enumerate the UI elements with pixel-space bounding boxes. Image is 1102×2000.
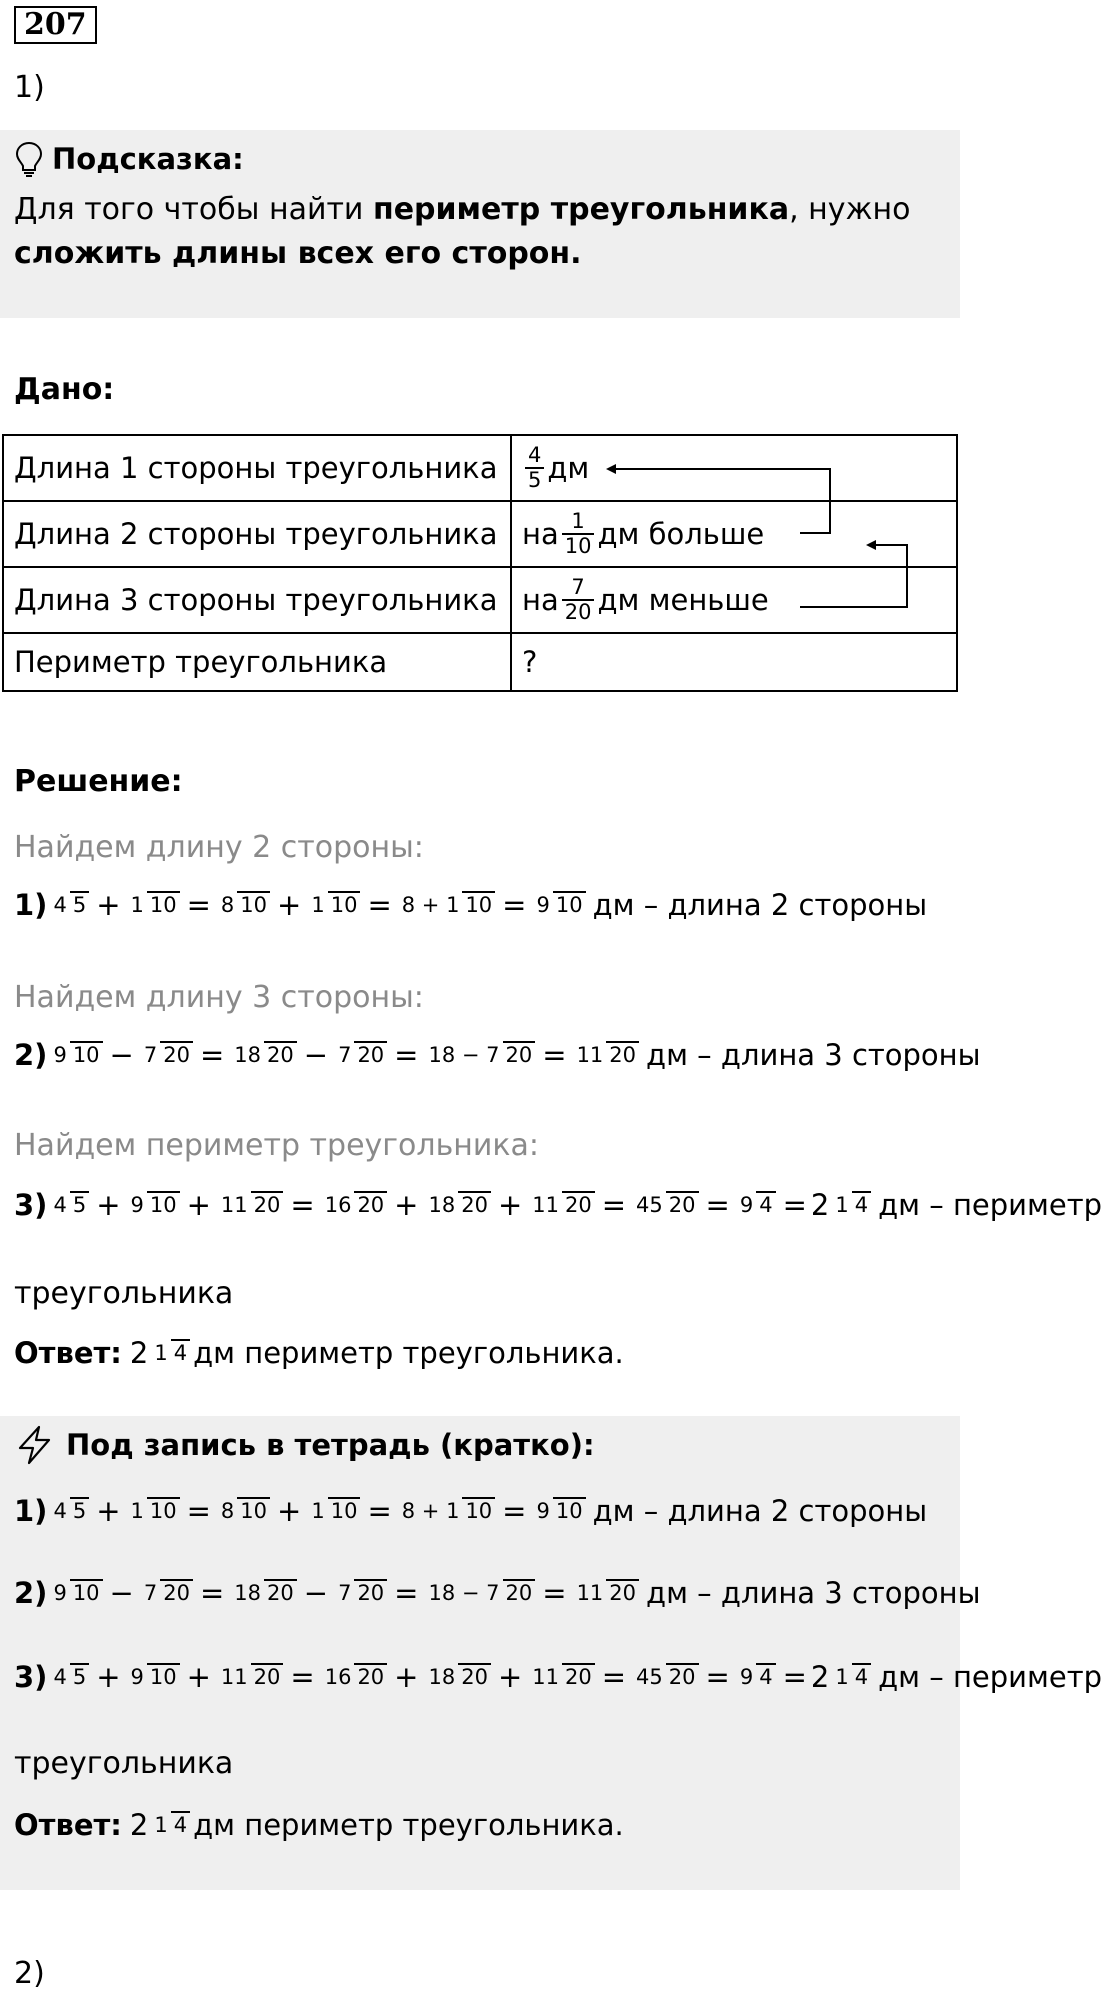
answer-label: Ответ: [14,1808,122,1842]
math-operator: = [199,1576,225,1610]
denominator: 10 [147,1497,180,1523]
step-number: 2) [14,1038,48,1072]
math-operator: = [367,1494,392,1528]
numerator: 4 [53,1192,67,1217]
math-operator: + [96,1188,121,1222]
step-result-text: дм – периметр [878,1660,1102,1694]
numerator: 4 [528,443,542,467]
numerator: 9 [739,1192,754,1217]
numerator: 4 [53,1498,67,1523]
numerator: 4 [53,892,67,917]
hint-title: Подсказка: [52,142,244,176]
fraction [322,1194,387,1217]
fraction [633,1194,698,1217]
numerator: 18 [234,1580,262,1605]
given-value: ? [511,633,957,691]
fraction [335,1582,387,1605]
fraction [574,1044,639,1067]
numerator: 1 [571,509,585,533]
math-operator: + [96,888,121,922]
hint-text-3: , нужно [789,192,911,227]
math-operator: + [394,1188,419,1222]
fraction [574,1582,639,1605]
math-operator: = [601,1660,627,1694]
fraction [50,1582,102,1605]
denominator: 10 [462,891,495,917]
notebook-title: Под запись в тетрадь (кратко): [66,1428,595,1462]
fraction [218,1500,270,1523]
numerator: 9 [536,892,550,917]
numerator: 1 [835,1192,849,1217]
fraction [151,1814,190,1837]
denominator: 20 [503,1041,536,1067]
answer-text: дм периметр треугольника. [193,1808,624,1842]
fraction [128,894,180,917]
denominator: 10 [147,1191,180,1217]
denominator: 4 [171,1339,190,1365]
denominator: 20 [251,1663,284,1689]
math-operator: − [303,1576,329,1610]
numerator: 4 [53,1664,67,1689]
fraction [231,1582,296,1605]
math-operator: = [542,1038,567,1072]
notebook-header [14,1424,595,1466]
numerator: 1 [130,892,144,917]
answer-line: Ответ: 2 1 4 дм периметр треугольника. [14,1336,624,1370]
numerator: 11 [532,1664,559,1689]
notebook-step-1 [14,1494,927,1528]
step-result-text: дм – периметр [878,1188,1102,1222]
denominator: 10 [562,533,595,558]
given-row-label: Длина 1 стороны треугольника [3,435,511,501]
denominator: 10 [328,891,361,917]
fraction [50,1194,89,1217]
solution-step-3: 3) 4 5 + 9 10 + 11 20 = 16 20 + 18 20 + 11 20 = 45 20 = 9 4 = 2 1 4 дм – периметр [14,1188,1102,1222]
denominator: 5 [70,891,89,917]
numerator: 7 [338,1042,352,1067]
solution-step-2 [14,1038,981,1072]
fraction [151,1342,190,1365]
denominator: 5 [525,467,544,492]
denominator: 20 [458,1663,491,1689]
numerator: 9 [536,1498,550,1523]
numerator: 45 [636,1664,663,1689]
step-result-text: дм – длина 2 стороны [592,888,928,922]
denominator: 20 [251,1191,284,1217]
numerator: 9 [130,1664,144,1689]
denominator: 20 [503,1579,536,1605]
solution-title: Решение: [14,764,183,799]
numerator: 11 [532,1192,559,1217]
fraction [633,1666,698,1689]
denominator: 20 [264,1041,297,1067]
numerator: 8 [220,1498,235,1523]
step-intro: Найдем периметр треугольника: [14,1128,539,1163]
given-post: дм меньше [597,583,769,617]
denominator: 20 [666,1191,699,1217]
fraction [399,894,495,917]
numerator: 18 [428,1664,456,1689]
fraction [529,1194,594,1217]
numerator: 8 [220,892,235,917]
numerator: 9 [53,1042,67,1067]
hint-text-1: Для того чтобы найти [14,192,373,227]
fraction [128,1666,180,1689]
step-intro: Найдем длину 2 стороны: [14,830,424,865]
denominator: 20 [666,1663,699,1689]
math-operator: = [186,888,211,922]
denominator: 10 [553,891,586,917]
fraction [231,1044,296,1067]
fraction [832,1194,871,1217]
math-operator: + [186,1188,211,1222]
numerator: 8 + 1 [401,892,460,917]
denominator: 20 [264,1579,297,1605]
numerator: 1 [154,1340,168,1365]
denominator: 4 [756,1191,775,1217]
math-operator: = [705,1188,730,1222]
denominator: 20 [160,1579,193,1605]
math-operator: + [96,1660,121,1694]
numerator: 7 [338,1580,352,1605]
denominator: 20 [354,1663,387,1689]
step-number: 3) [14,1660,48,1694]
denominator: 10 [462,1497,495,1523]
denominator: 20 [562,1191,595,1217]
lightning-icon [14,1424,56,1466]
math-operator: − [303,1038,329,1072]
denominator: 10 [147,891,180,917]
notebook-step-2 [14,1576,981,1610]
math-operator: + [497,1188,523,1222]
numerator: 45 [636,1192,663,1217]
denominator: 10 [237,891,270,917]
denominator: 4 [852,1663,871,1689]
numerator: 7 [143,1580,158,1605]
fraction [50,1044,102,1067]
math-operator: − [109,1576,134,1610]
fraction [425,1582,535,1605]
fraction [141,1044,193,1067]
fraction [737,1194,776,1217]
denominator: 10 [553,1497,586,1523]
math-operator: = [186,1494,211,1528]
math-operator: + [497,1660,523,1694]
fraction [533,1500,585,1523]
numerator: 1 [311,892,325,917]
part-label-1: 1) [14,70,45,105]
denominator: 4 [171,1811,190,1837]
denominator: 4 [756,1663,775,1689]
denominator: 10 [70,1041,103,1067]
denominator: 20 [458,1191,491,1217]
numerator: 1 [835,1664,849,1689]
fraction [218,1666,283,1689]
denominator: 20 [354,1579,387,1605]
notebook-answer-line: Ответ: 2 1 4 дм периметр треугольника. [14,1808,624,1842]
numerator: 1 [130,1498,144,1523]
fraction [335,1044,387,1067]
given-row-label: Периметр треугольника [3,633,511,691]
step-number: 2) [14,1576,48,1610]
step-result-text: дм – длина 3 стороны [646,1038,981,1072]
given-pre: на [522,517,559,551]
denominator: 20 [354,1191,387,1217]
math-operator: + [277,1494,302,1528]
math-operator: + [394,1660,419,1694]
step-result-text: дм – длина 2 стороны [592,1494,928,1528]
task-number: 207 [14,6,97,44]
numerator: 9 [130,1192,144,1217]
numerator: 16 [324,1664,352,1689]
hint-text-4: сложить длины всех его сторон. [14,236,582,271]
numerator: 18 − 7 [428,1042,500,1067]
fraction [141,1582,193,1605]
numerator: 18 [234,1042,262,1067]
denominator: 20 [160,1041,193,1067]
fraction [533,894,585,917]
numerator: 11 [576,1042,604,1067]
step-result-text: треугольника [14,1746,234,1781]
denominator: 4 [852,1191,871,1217]
numerator: 8 + 1 [401,1498,460,1523]
relation-arrows [0,0,960,700]
denominator: 20 [354,1041,387,1067]
numerator: 7 [571,575,585,599]
numerator: 11 [220,1664,248,1689]
numerator: 7 [143,1042,158,1067]
given-unit: дм [547,451,590,485]
denominator: 10 [147,1663,180,1689]
math-operator: = [542,1576,567,1610]
denominator: 10 [237,1497,270,1523]
fraction [399,1500,495,1523]
math-operator: + [277,888,302,922]
denominator: 5 [70,1191,89,1217]
fraction [50,894,89,917]
math-operator: = [367,888,392,922]
fraction [50,1666,89,1689]
numerator: 18 [428,1192,456,1217]
denominator: 20 [562,599,595,624]
fraction [218,894,270,917]
given-row-label: Длина 3 стороны треугольника [3,567,511,633]
numerator: 11 [220,1192,248,1217]
arrow-row3-to-row2 [800,540,907,607]
notebook-step-3: 3) 4 5 + 9 10 + 11 20 = 16 20 + 18 20 + 11 20 = 45 20 = 9 4 = 2 1 4 дм – периметр [14,1660,1102,1694]
part-label-2: 2) [14,1956,45,1991]
step-number: 3) [14,1188,48,1222]
numerator: 9 [739,1664,754,1689]
hint-text-2: периметр треугольника [372,192,790,227]
given-pre: на [522,583,559,617]
fraction [128,1500,180,1523]
step-number: 1) [14,888,48,922]
math-operator: = [782,1188,807,1222]
fraction [425,1044,535,1067]
given-title: Дано: [14,372,115,407]
fraction [832,1666,871,1689]
denominator: 10 [70,1579,103,1605]
numerator: 16 [324,1192,352,1217]
math-operator: = [601,1188,627,1222]
math-operator: = [502,1494,527,1528]
arrow-row2-to-row1 [606,464,830,533]
given-post: дм больше [597,517,765,551]
denominator: 20 [606,1041,639,1067]
given-row-label: Длина 2 стороны треугольника [3,501,511,567]
fraction [425,1666,490,1689]
fraction [50,1500,89,1523]
math-operator: = [502,888,527,922]
fraction [425,1194,490,1217]
answer-label: Ответ: [14,1336,122,1370]
step-intro: Найдем длину 3 стороны: [14,980,424,1015]
math-operator: = [782,1660,807,1694]
step-number: 1) [14,1494,48,1528]
fraction [308,1500,360,1523]
fraction [218,1194,283,1217]
math-operator: = [394,1576,419,1610]
denominator: 5 [70,1663,89,1689]
numerator: 11 [576,1580,604,1605]
math-operator: + [96,1494,121,1528]
fraction [128,1194,180,1217]
math-operator: = [705,1660,730,1694]
solution-step-1 [14,888,927,922]
numerator: 1 [311,1498,325,1523]
fraction [308,894,360,917]
step-result-text: треугольника [14,1276,234,1311]
math-operator: = [290,1188,315,1222]
denominator: 10 [328,1497,361,1523]
math-operator: − [109,1038,134,1072]
fraction [322,1666,387,1689]
numerator: 9 [53,1580,67,1605]
step-result-text: дм – длина 3 стороны [646,1576,981,1610]
math-operator: = [290,1660,315,1694]
numerator: 18 − 7 [428,1580,500,1605]
math-operator: = [199,1038,225,1072]
math-operator: = [394,1038,419,1072]
denominator: 20 [606,1579,639,1605]
fraction [529,1666,594,1689]
denominator: 5 [70,1497,89,1523]
answer-text: дм периметр треугольника. [193,1336,624,1370]
math-operator: + [186,1660,211,1694]
fraction [737,1666,776,1689]
numerator: 1 [154,1812,168,1837]
denominator: 20 [562,1663,595,1689]
